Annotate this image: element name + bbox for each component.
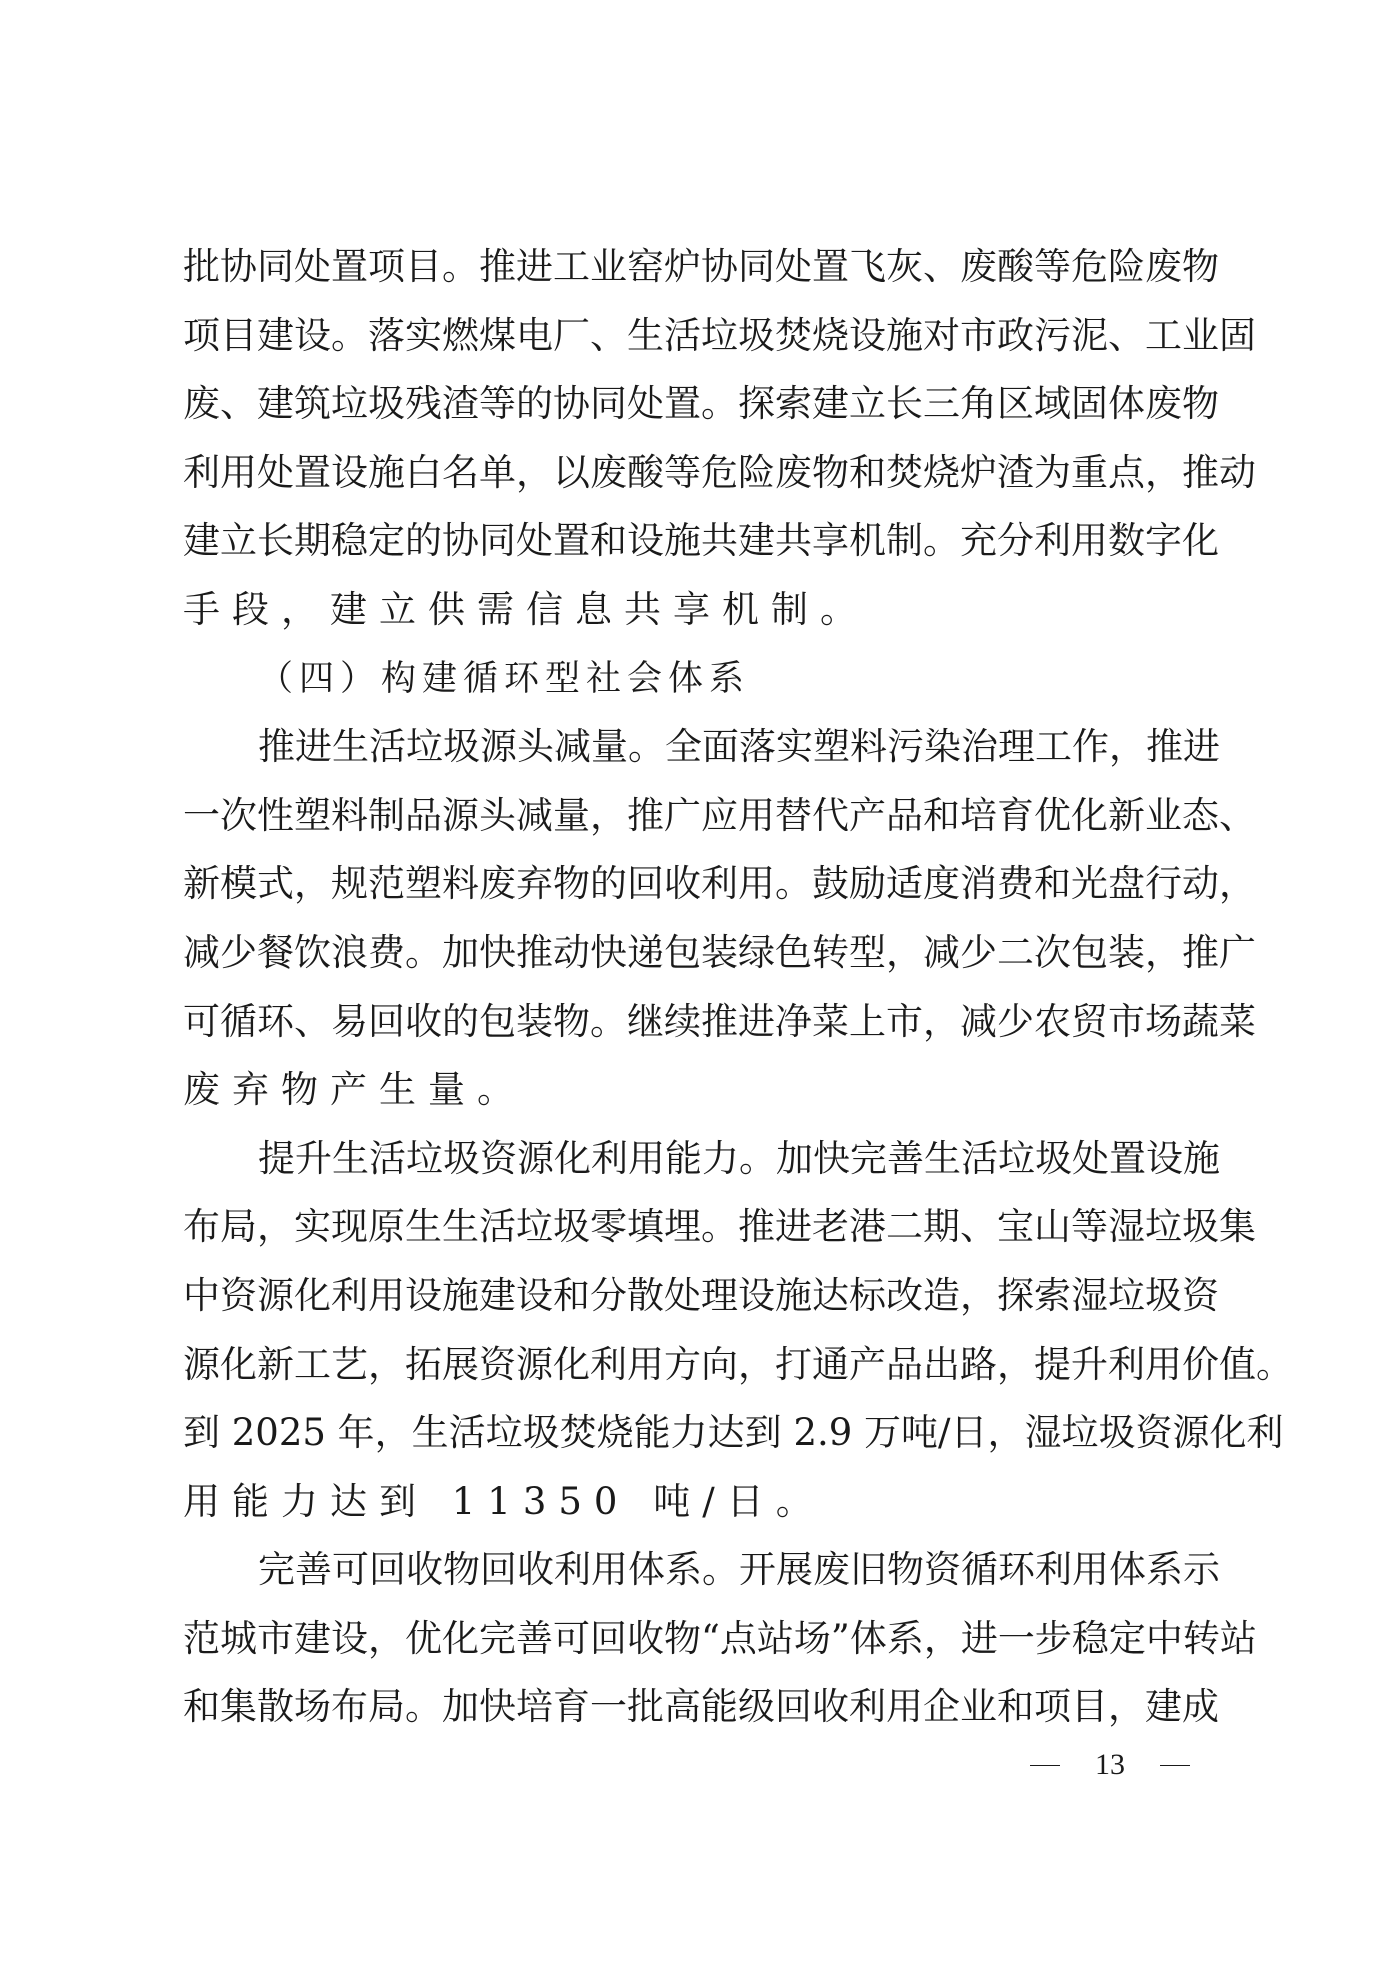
body-text — [183, 233, 1293, 1742]
text-line: 一次性塑料制品源头减量，推广应用替代产品和培育优化新业态、 — [183, 793, 1256, 837]
text-line: 源化新工艺，拓展资源化利用方向，打通产品出路，提升利用价值。 — [183, 1342, 1293, 1386]
text-line: 废弃物产生量。 — [183, 1068, 526, 1112]
text-line: 减少餐饮浪费。加快推动快递包装绿色转型，减少二次包装，推广 — [183, 930, 1256, 974]
text-line: 布局，实现原生生活垃圾零填埋。推进老港二期、宝山等湿垃圾集 — [183, 1205, 1256, 1249]
page-number-text: 13 — [1095, 1748, 1125, 1781]
text-line: 和集散场布局。加快培育一批高能级回收利用企业和项目，建成 — [183, 1685, 1219, 1729]
dash-right — [1160, 1765, 1190, 1766]
text-line: 利用处置设施白名单，以废酸等危险废物和焚烧炉渣为重点，推动 — [183, 450, 1256, 494]
text-line: 范城市建设，优化完善可回收物“点站场”体系，进一步稳定中转站 — [183, 1616, 1257, 1660]
text-line: 中资源化利用设施建设和分散处理设施达标改造，探索湿垃圾资 — [183, 1273, 1219, 1317]
text-line: 到 2025 年，生活垃圾焚烧能力达到 2.9 万吨/日，湿垃圾资源化利 — [183, 1411, 1284, 1455]
text-line: 废、建筑垃圾残渣等的协同处置。探索建立长三角区域固体废物 — [183, 382, 1219, 426]
text-line: 用能力达到 11350 吨/日。 — [183, 1479, 825, 1523]
text-line: 项目建设。落实燃煤电厂、生活垃圾焚烧设施对市政污泥、工业固 — [183, 313, 1256, 357]
text-line: 提升生活垃圾资源化利用能力。加快完善生活垃圾处置设施 — [258, 1136, 1220, 1180]
text-line: 批协同处置项目。推进工业窑炉协同处置飞灰、废酸等危险废物 — [183, 245, 1219, 288]
text-line: 完善可回收物回收利用体系。开展废旧物资循环利用体系示 — [258, 1548, 1220, 1592]
dash-left — [1030, 1765, 1060, 1766]
section-heading: （四）构建循环型社会体系 — [258, 658, 751, 699]
text-line: 新模式，规范塑料废弃物的回收利用。鼓励适度消费和光盘行动， — [183, 862, 1256, 906]
text-line: 建立长期稳定的协同处置和设施共建共享机制。充分利用数字化 — [183, 519, 1219, 563]
text-line: 手段，建立供需信息共享机制。 — [183, 587, 869, 631]
text-line: 可循环、易回收的包装物。继续推进净菜上市，减少农贸市场蔬菜 — [183, 999, 1256, 1043]
text-line: 推进生活垃圾源头减量。全面落实塑料污染治理工作，推进 — [258, 725, 1220, 769]
page-number — [1030, 1745, 1190, 1785]
